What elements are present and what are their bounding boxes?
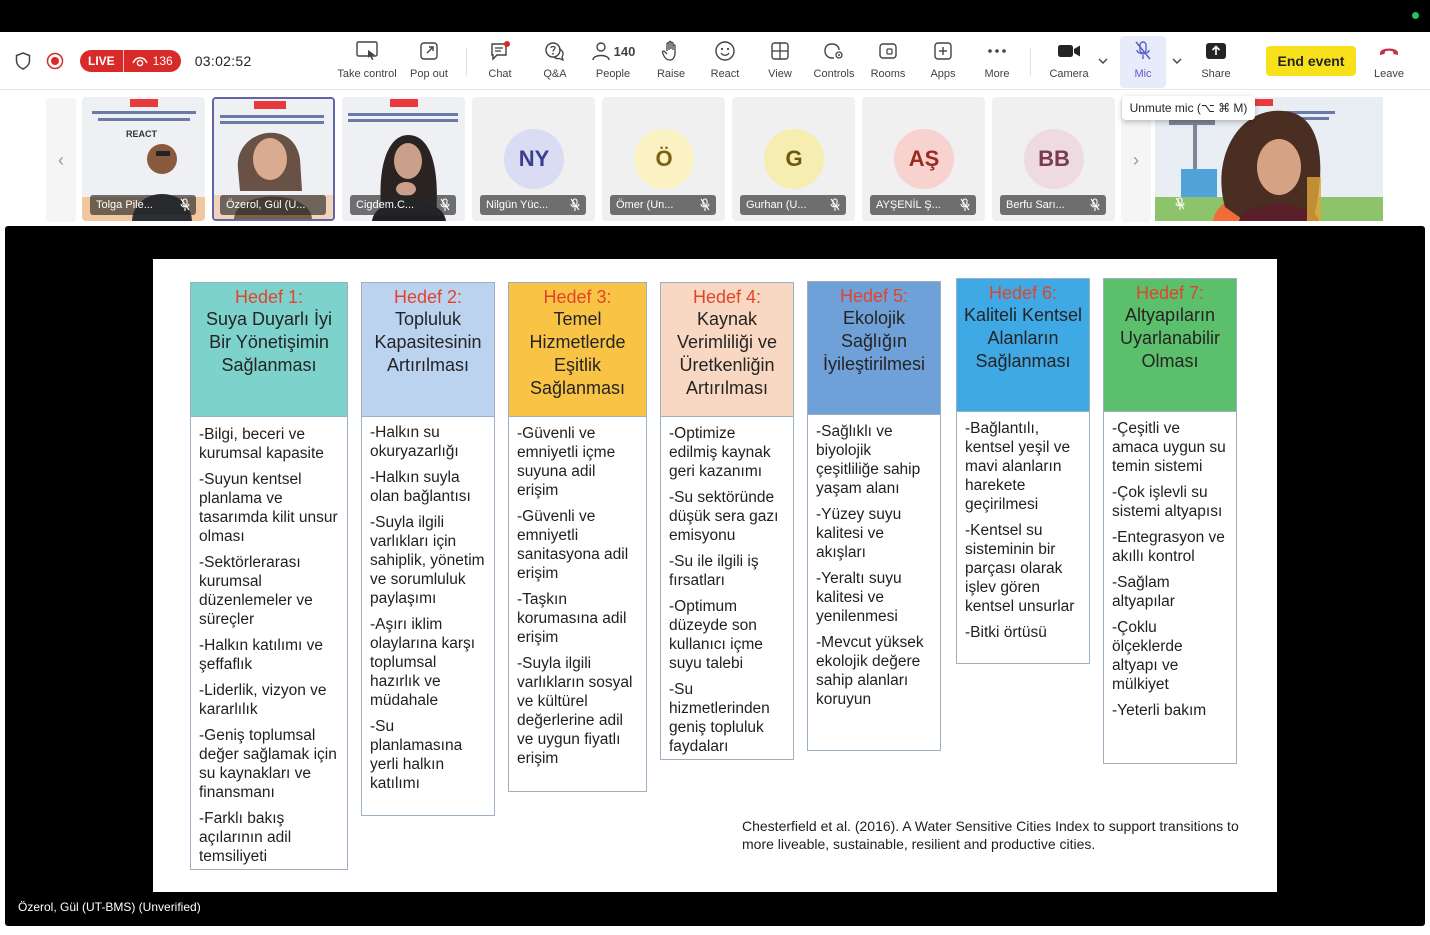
goal-subtitle: Kaliteli Kentsel Alanların Sağlanması xyxy=(963,305,1083,371)
participant-name-text: AYŞENİL Ş... xyxy=(876,199,941,211)
goal-item: -Halkın katılımı ve şeffaflık xyxy=(199,637,324,673)
goal-subtitle: Topluluk Kapasitesinin Artırılması xyxy=(374,309,482,375)
goal-item: -Suyla ilgili varlıkları için sahiplik, yönetim ve sorumluluk paylaşımı xyxy=(370,514,485,607)
goal-subtitle: Temel Hizmetlerde Eşitlik Sağlanması xyxy=(529,309,626,398)
mic-off-icon xyxy=(830,198,840,212)
goal-item: -Bitki örtüsü xyxy=(965,624,1047,641)
goal-item: -Bilgi, beceri ve kurumsal kapasite xyxy=(199,426,324,462)
smiley-icon xyxy=(714,38,736,64)
goal-item: -Su ile ilgili iş fırsatları xyxy=(669,553,759,589)
take-control-button[interactable] xyxy=(335,38,399,86)
controls-icon xyxy=(823,38,845,64)
rooms-icon xyxy=(878,38,898,64)
participant-name xyxy=(480,195,586,215)
mic-off-icon xyxy=(440,198,450,212)
goal-item: -Suyla ilgili varlıkların sosyal ve kültürel değerlerine adil ve uygun fiyatlı erişim xyxy=(517,655,633,767)
participant-tile[interactable] xyxy=(342,97,465,221)
controls-label: Controls xyxy=(813,68,855,80)
goal-item: -Liderlik, vizyon ve kararlılık xyxy=(199,682,327,718)
end-event-button[interactable]: End event xyxy=(1266,46,1356,76)
goal-title: Hedef 4: xyxy=(692,287,762,307)
goal-card-5 xyxy=(807,281,941,751)
mic-tooltip: Unmute mic (⌥ ⌘ M) xyxy=(1122,96,1255,120)
meeting-timer: 03:02:52 xyxy=(194,53,252,69)
camera-icon xyxy=(1057,38,1081,64)
share-label: Share xyxy=(1201,68,1231,80)
goal-item: -Optimum düzeyde son kullanıcı içme suyu talebi xyxy=(669,598,763,672)
goal-title: Hedef 3: xyxy=(543,287,612,307)
participant-tile[interactable] xyxy=(992,97,1115,221)
people-count: 140 xyxy=(613,43,636,59)
goal-card-6 xyxy=(956,278,1090,664)
avatar-initials: BB xyxy=(1038,146,1070,171)
live-badge[interactable] xyxy=(80,50,181,72)
participant-name-text: Cigdem.C... xyxy=(356,199,415,211)
people-icon-group xyxy=(591,38,636,64)
apps-label: Apps xyxy=(930,68,956,80)
meeting-status xyxy=(12,46,252,76)
participant-tile[interactable] xyxy=(472,97,595,221)
goal-item: -Aşırı iklim olaylarına karşı toplumsal hazırlık ve müdahale xyxy=(370,616,476,709)
raise-hand-button[interactable] xyxy=(653,38,689,86)
goal-item: -Farklı bakış açılarının adil temsiliyeti xyxy=(199,810,292,865)
participant-name xyxy=(610,195,716,215)
participant-tile[interactable] xyxy=(862,97,985,221)
hang-up-icon xyxy=(1378,38,1400,64)
grid-view-icon xyxy=(770,38,790,64)
view-button[interactable] xyxy=(762,38,798,86)
participant-name-text: Berfu Sarı... xyxy=(1006,199,1065,211)
shield-icon[interactable] xyxy=(12,50,34,72)
goal-card-3 xyxy=(508,282,647,792)
goal-header xyxy=(661,283,793,417)
goal-item: -Güvenli ve emniyetli sanitasyona adil erişim xyxy=(517,508,629,582)
goal-items xyxy=(661,420,793,763)
add-apps-icon xyxy=(933,38,953,64)
share-icon xyxy=(1205,38,1227,64)
avatar-initials: G xyxy=(785,146,803,171)
avatar xyxy=(504,129,564,189)
qa-label: Q&A xyxy=(543,68,567,80)
participant-name xyxy=(870,195,976,215)
pop-out-label: Pop out xyxy=(410,68,448,80)
goal-items xyxy=(808,418,940,716)
pop-out-button[interactable] xyxy=(406,38,452,86)
goal-item: -Yeterli bakım xyxy=(1112,702,1207,719)
goal-item: -Suyun kentsel planlama ve tasarımda kilit unsur olması xyxy=(199,471,338,545)
goal-item: -Entegrasyon ve akıllı kontrol xyxy=(1112,529,1225,565)
goal-item: -Optimize edilmiş kaynak geri kazanımı xyxy=(669,425,771,480)
rooms-button[interactable] xyxy=(868,38,908,86)
mic-off-icon xyxy=(700,198,710,212)
goal-title: Hedef 5: xyxy=(839,286,909,306)
avatar xyxy=(634,129,694,189)
avatar xyxy=(1024,129,1084,189)
goal-item: -Yeraltı suyu kalitesi ve yenilenmesi xyxy=(816,570,902,625)
participant-tile[interactable] xyxy=(82,97,205,221)
hand-icon xyxy=(661,38,681,64)
goal-item: -Bağlantılı, kentsel yeşil ve mavi alanların harekete geçirilmesi xyxy=(965,420,1071,513)
mic-options-chevron-icon[interactable] xyxy=(1170,54,1184,68)
camera-label: Camera xyxy=(1049,68,1089,80)
chat-label: Chat xyxy=(488,68,512,80)
goal-item: -Çoklu ölçeklerde altyapı ve mülkiyet xyxy=(1112,619,1183,693)
meeting-toolbar xyxy=(0,32,1430,90)
avatar-initials: NY xyxy=(518,146,550,171)
goal-subtitle: Suya Duyarlı İyi Bir Yönetişimin Sağlanması xyxy=(205,309,333,375)
goal-card-4 xyxy=(660,282,794,760)
goal-subtitle: Altyapıların Uyarlanabilir Olması xyxy=(1119,305,1221,371)
participant-name xyxy=(90,195,196,215)
eye-icon xyxy=(132,55,148,67)
goal-subtitle: Kaynak Verimliliği ve Üretkenliğin Artırılması xyxy=(676,309,778,398)
participant-name-text: Özerol, Gül (U... xyxy=(226,199,306,211)
goal-header xyxy=(1104,279,1236,412)
mic-off-icon xyxy=(1175,197,1185,211)
leave-button[interactable] xyxy=(1370,38,1408,86)
goal-items xyxy=(509,420,646,775)
viewer-count-group xyxy=(124,54,181,68)
goal-item: -Sağlıklı ve biyolojik çeşitliliğe sahip yaşam alanı xyxy=(816,423,921,497)
goal-subtitle: Ekolojik Sağlığın İyileştirilmesi xyxy=(822,308,925,374)
more-dots-icon xyxy=(987,38,1007,64)
viewer-count: 136 xyxy=(152,54,173,68)
goal-items xyxy=(362,419,494,800)
goal-header xyxy=(362,283,494,417)
status-dot xyxy=(1412,12,1419,19)
mic-off-icon xyxy=(960,198,970,212)
live-label: LIVE xyxy=(80,50,124,72)
avatar-initials: Ö xyxy=(655,146,673,171)
people-button[interactable] xyxy=(588,38,638,86)
goal-item: -Çok işlevli su sistemi altyapısı xyxy=(1112,484,1223,520)
goal-title: Hedef 6: xyxy=(988,283,1058,303)
mic-label: Mic xyxy=(1134,68,1152,80)
mic-button[interactable] xyxy=(1120,36,1166,88)
goal-items xyxy=(1104,415,1236,727)
avatar-initials: AŞ xyxy=(908,146,940,171)
goal-card-1 xyxy=(190,282,348,870)
goal-header xyxy=(808,282,940,415)
chevron-right-icon: › xyxy=(1133,149,1139,170)
people-icon xyxy=(591,41,611,61)
slide-citation: Chesterfield et al. (2016). A Water Sensitive Cities Index to support transitions to more liveable, sustainable, resilient and productive cities. xyxy=(742,818,1239,852)
goal-item: -Sektörlerarası kurumsal düzenlemeler ve süreçler xyxy=(199,554,313,628)
participant-name-text: Gurhan (U... xyxy=(746,199,807,211)
goal-title: Hedef 2: xyxy=(393,287,463,307)
take-control-label: Take control xyxy=(337,68,397,80)
goal-item: -Sağlam altyapılar xyxy=(1112,574,1175,610)
goal-item: -Geniş toplumsal değer sağlamak için su kaynakları ve finansmanı xyxy=(199,727,337,801)
qa-button[interactable] xyxy=(537,38,573,86)
window-top-bar xyxy=(0,0,1430,32)
presenter-label: Özerol, Gül (UT-BMS) (Unverified) xyxy=(18,900,201,914)
people-label: People xyxy=(595,68,631,80)
goal-item: -Kentsel su sisteminin bir parçası olarak işlev gören kentsel unsurlar xyxy=(965,522,1075,615)
goal-header xyxy=(509,283,646,417)
avatar xyxy=(894,129,954,189)
chat-button[interactable] xyxy=(482,38,518,86)
participant-tile[interactable] xyxy=(732,97,855,221)
goal-item: -Halkın suyla olan bağlantısı xyxy=(370,469,471,505)
camera-button[interactable] xyxy=(1046,38,1092,86)
toolbar-divider xyxy=(466,48,467,76)
chat-icon xyxy=(489,38,511,64)
record-icon[interactable] xyxy=(44,50,66,72)
leave-label: Leave xyxy=(1374,68,1404,80)
camera-options-chevron-icon[interactable] xyxy=(1096,54,1110,68)
participant-name-text: Tolga Pile... xyxy=(96,199,153,211)
controls-button[interactable] xyxy=(811,38,857,86)
toolbar-divider xyxy=(1030,48,1031,76)
mic-off-icon xyxy=(180,198,190,212)
participant-name xyxy=(1000,195,1106,215)
goal-items xyxy=(957,415,1089,649)
participant-tile[interactable] xyxy=(602,97,725,221)
participant-name xyxy=(220,195,326,215)
svg-text:REACT: REACT xyxy=(126,129,157,139)
goal-card-7 xyxy=(1103,278,1237,764)
goal-title: Hedef 1: xyxy=(234,287,304,307)
mic-muted-icon xyxy=(1133,38,1153,64)
more-button[interactable] xyxy=(980,38,1014,86)
avatar xyxy=(764,129,824,189)
goal-item: -Su sektöründe düşük sera gazı emisyonu xyxy=(669,489,779,544)
more-label: More xyxy=(984,68,1010,80)
goal-item: -Halkın su okuryazarlığı xyxy=(370,424,459,460)
goal-item: -Çeşitli ve amaca uygun su temin sistemi xyxy=(1112,420,1226,475)
goal-item: -Mevcut yüksek ekolojik değere sahip alanları koruyun xyxy=(816,634,924,708)
take-control-icon xyxy=(356,38,378,64)
qa-icon xyxy=(544,38,566,64)
share-button[interactable] xyxy=(1196,38,1236,86)
rooms-label: Rooms xyxy=(870,68,906,80)
view-label: View xyxy=(768,68,792,80)
participant-name-text: Nilgün Yüc... xyxy=(486,199,549,211)
goal-item: -Taşkın korumasına adil erişim xyxy=(517,591,627,646)
goal-items xyxy=(191,421,347,873)
chevron-left-icon: ‹ xyxy=(58,149,64,170)
goal-item: -Yüzey suyu kalitesi ve akışları xyxy=(816,506,902,561)
strip-prev-button[interactable] xyxy=(46,98,76,222)
apps-button[interactable] xyxy=(926,38,960,86)
mic-off-icon xyxy=(570,198,580,212)
participant-name-text: Ömer (Un... xyxy=(616,199,674,211)
goal-title: Hedef 7: xyxy=(1135,283,1205,303)
goal-item: -Güvenli ve emniyetli içme suyuna adil erişim xyxy=(517,425,616,499)
goal-header xyxy=(957,279,1089,412)
goal-header xyxy=(191,283,347,417)
react-button[interactable] xyxy=(706,38,744,86)
participant-name xyxy=(740,195,846,215)
participant-name xyxy=(350,195,456,215)
raise-label: Raise xyxy=(656,68,686,80)
goal-item: -Su planlamasına yerli halkın katılımı xyxy=(370,718,463,792)
goal-item: -Su hizmetlerinden geniş topluluk faydaları xyxy=(669,681,770,755)
mic-off-icon xyxy=(1090,198,1100,212)
participant-tile-selected[interactable] xyxy=(212,97,335,221)
react-label: React xyxy=(710,68,740,80)
pop-out-icon xyxy=(419,38,439,64)
goal-card-2 xyxy=(361,282,495,816)
